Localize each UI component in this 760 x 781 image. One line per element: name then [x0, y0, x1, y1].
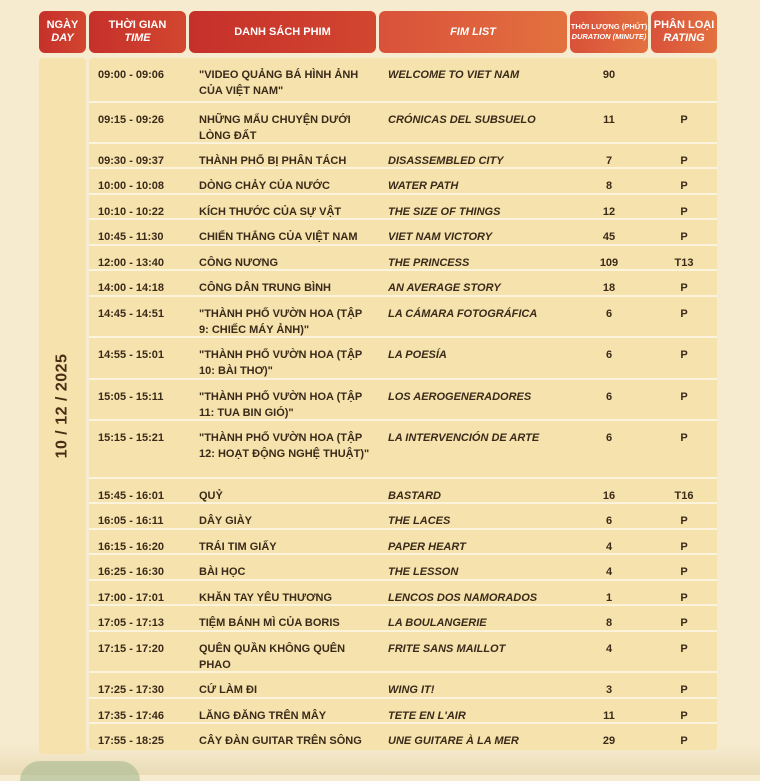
rating-cell: P	[680, 308, 688, 320]
time-cell: 15:45 - 16:01	[98, 490, 165, 502]
time-cell: 17:25 - 17:30	[98, 684, 165, 696]
vietnamese-title-cell: DÂY GIÀY	[199, 515, 252, 527]
duration-cell: 18	[602, 282, 616, 294]
vietnamese-title-cell: "THÀNH PHỐ VƯỜN HOA (TẬP 11: TUA BIN GIÓ)"	[199, 391, 363, 419]
rating-cell: P	[680, 592, 688, 604]
vietnamese-title-cell: QUÊN QUẦN KHÔNG QUÊN PHAO	[199, 643, 346, 671]
english-title-cell: VIET NAM VICTORY	[388, 231, 493, 243]
table-row	[89, 103, 717, 144]
table-row	[89, 530, 717, 555]
header-list-en-text: FIM LIST	[450, 25, 496, 38]
header-day-vn: NGÀY	[46, 19, 79, 31]
table-row	[89, 380, 717, 421]
duration-cell: 90	[602, 69, 616, 81]
vietnamese-title-cell: CHIẾN THẮNG CỦA VIỆT NAM	[199, 231, 358, 243]
table-row	[89, 632, 717, 673]
duration-cell: 16	[602, 490, 616, 502]
header-time-vn: THỜI GIAN	[108, 19, 167, 31]
rating-cell: P	[680, 617, 688, 629]
english-title-cell: THE LACES	[388, 515, 451, 527]
english-title-cell: TETE EN L'AIR	[388, 710, 466, 722]
time-cell: 10:45 - 11:30	[98, 231, 164, 243]
duration-cell: 12	[602, 206, 616, 218]
duration-cell: 6	[605, 515, 613, 527]
table-row	[89, 58, 717, 103]
table-row	[89, 673, 717, 699]
time-cell: 14:45 - 14:51	[98, 308, 165, 320]
table-row	[89, 555, 717, 581]
time-cell: 15:15 - 15:21	[98, 432, 165, 444]
header-rating-vn: PHÂN LOẠI	[653, 19, 715, 31]
rating-cell: P	[680, 735, 688, 747]
rating-cell: P	[680, 515, 688, 527]
english-title-cell: CRÓNICAS DEL SUBSUELO	[388, 114, 536, 126]
time-cell: 16:15 - 16:20	[98, 541, 165, 553]
duration-cell: 6	[605, 391, 613, 403]
english-title-cell: AN AVERAGE STORY	[388, 282, 501, 294]
english-title-cell: THE SIZE OF THINGS	[388, 206, 501, 218]
duration-cell: 1	[605, 592, 613, 604]
duration-cell: 4	[605, 643, 613, 655]
english-title-cell: DISASSEMBLED CITY	[388, 155, 504, 167]
table-row	[89, 195, 717, 220]
rating-cell: P	[680, 684, 688, 696]
table-row	[89, 699, 717, 724]
rating-cell: P	[680, 206, 688, 218]
rating-cell: P	[680, 432, 688, 444]
table-row	[89, 297, 717, 338]
duration-cell: 8	[605, 617, 613, 629]
english-title-cell: THE PRINCESS	[388, 257, 470, 269]
vietnamese-title-cell: LĂNG ĐĂNG TRÊN MÂY	[199, 710, 327, 722]
duration-cell: 11	[603, 710, 615, 722]
time-cell: 16:25 - 16:30	[98, 566, 165, 578]
vietnamese-title-cell: KHĂN TAY YÊU THƯƠNG	[199, 592, 333, 604]
vietnamese-title-cell: BÀI HỌC	[199, 566, 246, 578]
header-day	[39, 11, 86, 53]
duration-cell: 4	[605, 566, 613, 578]
english-title-cell: UNE GUITARE À LA MER	[388, 735, 519, 747]
duration-cell: 7	[605, 155, 613, 167]
vietnamese-title-cell: "THÀNH PHỐ VƯỜN HOA (TẬP 9: CHIẾC MÁY ẢNH)"	[199, 308, 363, 336]
english-title-cell: LA BOULANGERIE	[388, 617, 487, 629]
header-list-vn-text: DANH SÁCH PHIM	[234, 25, 331, 38]
rating-cell: P	[680, 391, 688, 403]
header-film-list-en	[379, 11, 567, 53]
table-row	[89, 504, 717, 530]
time-cell: 17:05 - 17:13	[98, 617, 165, 629]
table-row	[89, 220, 717, 246]
vietnamese-title-cell: TRÁI TIM GIẤY	[199, 541, 277, 553]
rating-cell: P	[680, 114, 688, 126]
vietnamese-title-cell: KÍCH THƯỚC CỦA SỰ VẬT	[199, 206, 342, 218]
time-cell: 16:05 - 16:11	[98, 515, 164, 527]
table-row	[89, 581, 717, 606]
english-title-cell: BASTARD	[388, 490, 441, 502]
table-row	[89, 169, 717, 195]
date-cell	[39, 58, 86, 754]
vietnamese-title-cell: "THÀNH PHỐ VƯỜN HOA (TẬP 12: HOẠT ĐỘNG NGHỆ THUẬT)"	[199, 432, 370, 460]
time-cell: 17:55 - 18:25	[98, 735, 165, 747]
table-row	[89, 144, 717, 169]
time-cell: 09:30 - 09:37	[98, 155, 165, 167]
duration-cell: 6	[605, 432, 613, 444]
duration-cell: 4	[605, 541, 613, 553]
duration-cell: 6	[605, 349, 613, 361]
time-cell: 10:10 - 10:22	[98, 206, 165, 218]
rating-cell: P	[680, 349, 688, 361]
english-title-cell: LA INTERVENCIÓN DE ARTE	[388, 432, 540, 444]
decorative-hill	[20, 761, 140, 781]
time-cell: 15:05 - 15:11	[98, 391, 164, 403]
english-title-cell: LA CÁMARA FOTOGRÁFICA	[388, 308, 538, 320]
rating-cell: T13	[674, 257, 694, 269]
english-title-cell: LA POESÍA	[388, 349, 447, 361]
time-cell: 14:00 - 14:18	[98, 282, 165, 294]
vietnamese-title-cell: NHỮNG MẨU CHUYỆN DƯỚI LÒNG ĐẤT	[199, 114, 351, 142]
vietnamese-title-cell: CÂY ĐÀN GUITAR TRÊN SÔNG	[199, 735, 362, 747]
english-title-cell: FRITE SANS MAILLOT	[388, 643, 506, 655]
table-row	[89, 338, 717, 380]
header-time-en: TIME	[124, 32, 151, 44]
table-row	[89, 606, 717, 632]
rating-cell: P	[680, 180, 688, 192]
table-row	[89, 271, 717, 297]
date-label: 10 / 12 / 2025	[53, 353, 71, 459]
duration-cell: 109	[599, 257, 619, 269]
time-cell: 12:00 - 13:40	[98, 257, 165, 269]
duration-cell: 8	[605, 180, 613, 192]
header-film-list-vn	[189, 11, 376, 53]
english-title-cell: PAPER HEART	[388, 541, 466, 553]
rating-cell: P	[680, 566, 688, 578]
vietnamese-title-cell: THÀNH PHỐ BỊ PHÂN TÁCH	[199, 155, 347, 167]
rating-cell: P	[680, 282, 688, 294]
header-day-en: DAY	[51, 32, 74, 44]
schedule-table	[89, 58, 717, 750]
duration-cell: 11	[603, 114, 615, 126]
rating-cell: P	[680, 155, 688, 167]
rating-cell: P	[680, 710, 688, 722]
duration-cell: 6	[605, 308, 613, 320]
header-duration-vn: THỜI LƯỢNG (PHÚT)	[570, 22, 648, 31]
time-cell: 10:00 - 10:08	[98, 180, 165, 192]
english-title-cell: WING IT!	[388, 684, 435, 696]
header-rating-en: RATING	[663, 32, 705, 44]
english-title-cell: LENCOS DOS NAMORADOS	[388, 592, 538, 604]
time-cell: 17:15 - 17:20	[98, 643, 165, 655]
rating-cell: T16	[674, 490, 694, 502]
table-row	[89, 479, 717, 504]
table-row	[89, 421, 717, 479]
header-duration	[570, 11, 648, 53]
duration-cell: 3	[605, 684, 613, 696]
vietnamese-title-cell: "VIDEO QUẢNG BÁ HÌNH ẢNH CỦA VIỆT NAM"	[199, 69, 359, 97]
header-duration-en: DURATION (MINUTE)	[571, 32, 647, 41]
vietnamese-title-cell: CÔNG NƯƠNG	[199, 257, 279, 269]
header-rating	[651, 11, 717, 53]
time-cell: 17:00 - 17:01	[98, 592, 165, 604]
time-cell: 14:55 - 15:01	[98, 349, 165, 361]
time-cell: 09:15 - 09:26	[98, 114, 165, 126]
table-row	[89, 724, 717, 750]
rating-cell: P	[680, 643, 688, 655]
duration-cell: 45	[602, 231, 616, 243]
header-time	[89, 11, 186, 53]
vietnamese-title-cell: DÒNG CHẢY CỦA NƯỚC	[199, 180, 330, 192]
time-cell: 09:00 - 09:06	[98, 69, 165, 81]
vietnamese-title-cell: TIỆM BÁNH MÌ CỦA BORIS	[199, 617, 340, 629]
duration-cell: 29	[602, 735, 616, 747]
vietnamese-title-cell: "THÀNH PHỐ VƯỜN HOA (TẬP 10: BÀI THƠ)"	[199, 349, 363, 377]
english-title-cell: WELCOME TO VIET NAM	[388, 69, 520, 81]
rating-cell: P	[680, 541, 688, 553]
time-cell: 17:35 - 17:46	[98, 710, 165, 722]
english-title-cell: THE LESSON	[388, 566, 459, 578]
vietnamese-title-cell: CÔNG DÂN TRUNG BÌNH	[199, 282, 331, 294]
english-title-cell: WATER PATH	[388, 180, 459, 192]
vietnamese-title-cell: QUỶ	[199, 490, 223, 502]
english-title-cell: LOS AEROGENERADORES	[388, 391, 532, 403]
table-row	[89, 246, 717, 271]
vietnamese-title-cell: CỨ LÀM ĐI	[199, 684, 258, 696]
rating-cell: P	[680, 231, 688, 243]
